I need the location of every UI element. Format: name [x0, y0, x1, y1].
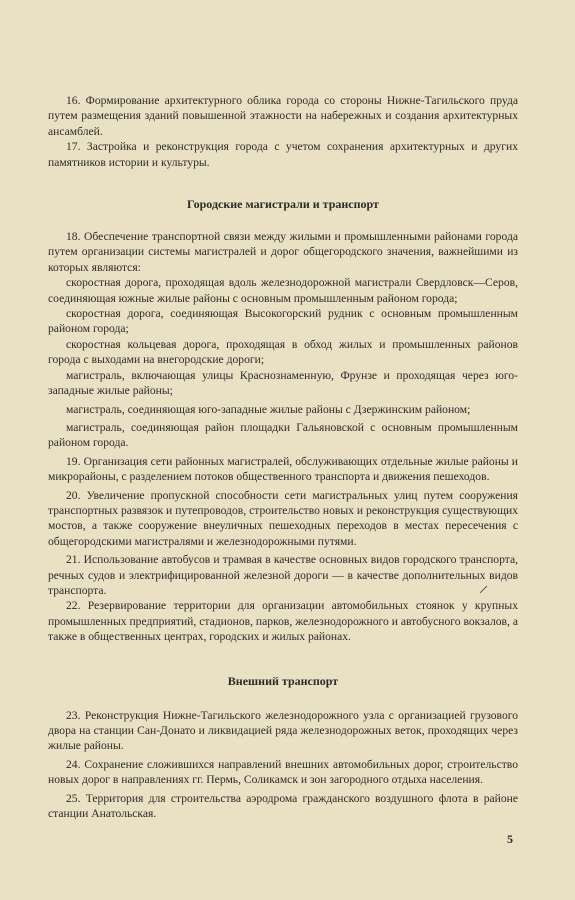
item-21: 21. Использование автобусов и трамвая в качестве основных видов городского транспорта, речных судов и электрифицированной железной дороги — в качестве дополнительных видов транспорта.	[48, 553, 518, 597]
page-body	[48, 93, 518, 821]
item-18: 18. Обеспечение транспортной связи между жилыми и промышленными районами города путем организации системы магистралей и дорог общегородского значения, важнейшими из которых являются:	[48, 230, 518, 274]
page-number: 5	[507, 832, 513, 846]
item-16: 16. Формирование архитектурного облика города со стороны Нижне-Тагильского пруда путем размещения зданий повышенной этажности на набережных и создания архитектурных ансамблей.	[48, 94, 518, 138]
item-18-sub-1: скоростная дорога, проходящая вдоль железнодорожной магистрали Свердловск—Серов, соединяющая южные жилые районы с основным промышленным районом города;	[48, 276, 518, 305]
item-18-sub-3: скоростная кольцевая дорога, проходящая в обход жилых и промышленных районов города с выходами на внегородские дороги;	[48, 337, 518, 367]
section-heading-roads: Городские магистрали и транспорт	[187, 197, 379, 212]
section-heading-external-transport: Внешний транспорт	[227, 673, 339, 688]
item-18-sub-4: магистраль, включающая улицы Краснознаменную, Фрунзе и проходящая через юго-западные жилые районы;	[48, 368, 518, 398]
item-20: 20. Увеличение пропускной способности сети магистральных улиц путем сооружения транспортных развязок и путепроводов, строительство новых и реконструкция существующих мостов, а также сооружение внеуличных пешеходных переходов в местах пересечения с общегородскими магистралями и железнодорожными путями.	[48, 488, 518, 548]
item-22: 22. Резервирование территории для организации автомобильных стоянок у крупных промышленных предприятий, стадионов, парков, железнодорожного и автобусного вокзалов, а также в общественных центрах, городских и жилых районах.	[48, 599, 518, 644]
item-18-sub-2: скоростная дорога, соединяющая Высокогорский рудник с основным промышленным районом города;	[48, 307, 518, 336]
item-19: 19. Организация сети районных магистралей, обслуживающих отдельные жилые районы и микрорайоны, с разделением потоков общественного транспорта и движения пешеходов.	[48, 454, 518, 484]
item-18-sub-5: магистраль, соединяющая юго-западные жилые районы с Дзержинским районом;	[66, 402, 471, 416]
item-25: 25. Территория для строительства аэродрома гражданского воздушного флота в районе станции Анатольская.	[48, 791, 518, 821]
item-24: 24. Сохранение сложившихся направлений внешних автомобильных дорог, строительство новых дорог в направлениях гг. Пермь, Соликамск и зон загородного отдыха населения.	[48, 757, 518, 787]
item-17: 17. Застройка и реконструкция города с учетом сохранения архитектурных и других памятников истории и культуры.	[48, 140, 518, 169]
item-18-sub-6: магистраль, соединяющая район площадки Гальяновской с основным промышленным районом города.	[48, 420, 518, 450]
pencil-check-mark	[479, 584, 489, 594]
item-23: 23. Реконструкция Нижне-Тагильского железнодорожного узла с организацией грузового двора на станции Сан-Донато и ликвидацией ряда железнодорожных веток, проходящих через жилые районы.	[48, 708, 518, 753]
